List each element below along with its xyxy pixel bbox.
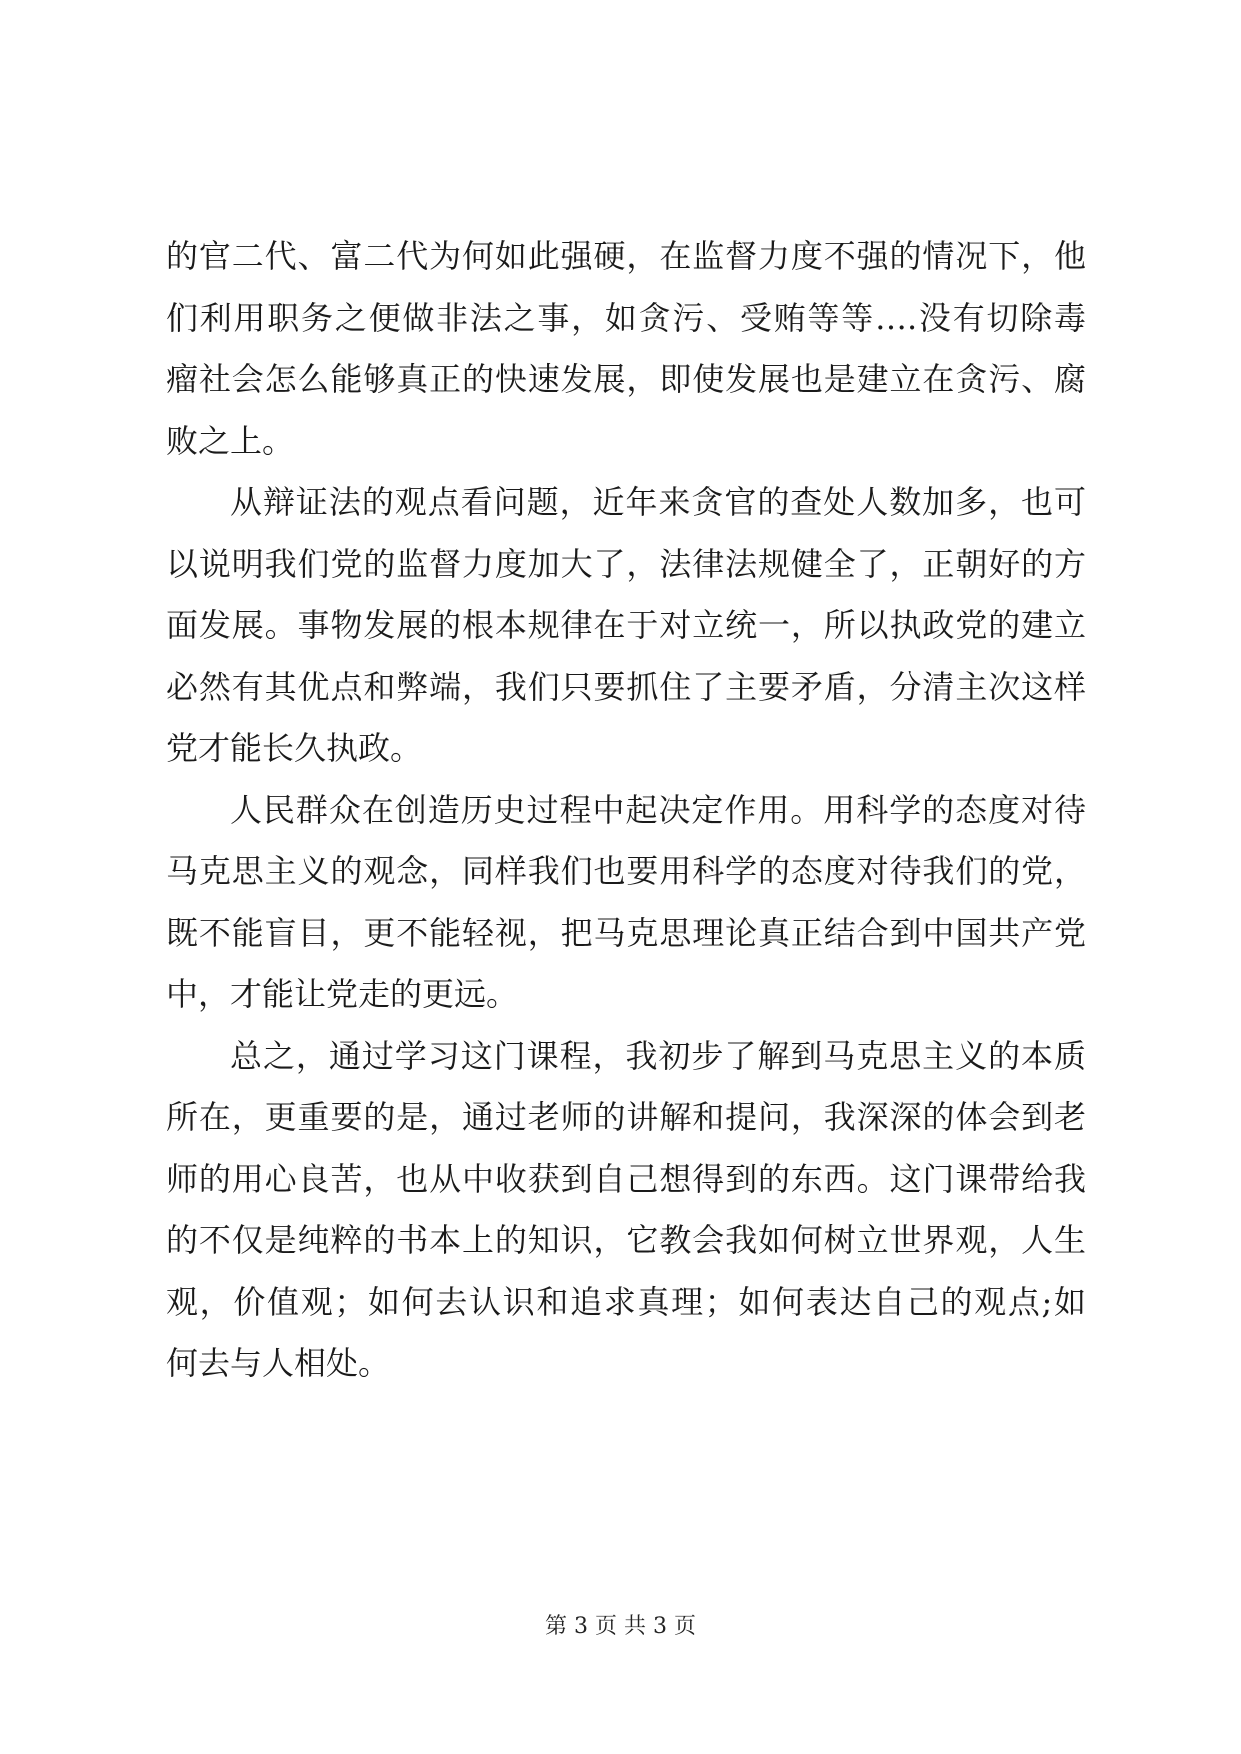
text-line: 马克思主义的观念，同样我们也要用科学的态度对待我们的党，	[166, 852, 1086, 890]
text-line: 中，才能让党走的更远。	[166, 975, 519, 1013]
text-line: 的不仅是纯粹的书本上的知识，它教会我如何树立世界观，人生	[166, 1221, 1086, 1259]
text-line: 所在，更重要的是，通过老师的讲解和提问，我深深的体会到老	[166, 1098, 1086, 1136]
text-line: 党才能长久执政。	[166, 729, 423, 767]
text-line: 瘤社会怎么能够真正的快速发展，即使发展也是建立在贪污、腐	[166, 360, 1086, 398]
text-line: 从辩证法的观点看问题，近年来贪官的查处人数加多，也可	[230, 483, 1086, 521]
text-line: 人民群众在创造历史过程中起决定作用。用科学的态度对待	[230, 790, 1086, 829]
text-line: 面发展。事物发展的根本规律在于对立统一，所以执政党的建立	[166, 606, 1086, 644]
text-line: 们利用职务之便做非法之事，如贪污、受贿等等….没有切除毒	[166, 298, 1086, 337]
text-line: 败之上。	[166, 421, 295, 460]
page-footer: 第 3 页 共 3 页	[545, 1614, 696, 1639]
text-line: 既不能盲目，更不能轻视，把马克思理论真正结合到中国共产党	[166, 913, 1086, 952]
document-body	[166, 226, 1086, 1395]
text-line: 何去与人相处。	[166, 1344, 391, 1382]
text-line: 必然有其优点和弊端，我们只要抓住了主要矛盾，分清主次这样	[166, 667, 1086, 706]
text-line: 师的用心良苦，也从中收获到自己想得到的东西。这门课带给我	[166, 1159, 1086, 1198]
text-line: 观，价值观；如何去认识和追求真理；如何表达自己的观点;如	[166, 1282, 1086, 1321]
text-line: 总之，通过学习这门课程，我初步了解到马克思主义的本质	[230, 1036, 1086, 1075]
text-line: 以说明我们党的监督力度加大了，法律法规健全了，正朝好的方	[166, 544, 1086, 583]
text-line: 的官二代、富二代为何如此强硬，在监督力度不强的情况下，他	[166, 237, 1086, 275]
